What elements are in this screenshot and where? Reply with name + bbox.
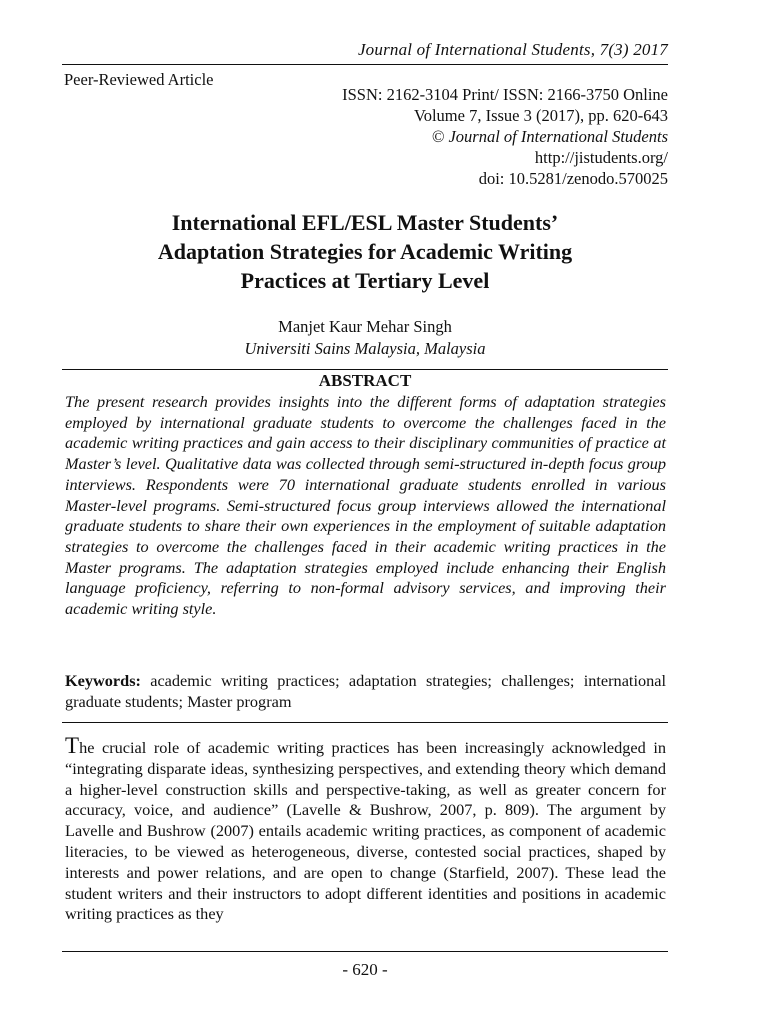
publication-meta bbox=[342, 84, 668, 189]
author-name: Manjet Kaur Mehar Singh bbox=[278, 317, 452, 336]
abstract-top-rule bbox=[62, 369, 668, 370]
copyright-line: © Journal of International Students bbox=[431, 127, 668, 146]
header-rule bbox=[62, 64, 668, 65]
article-title bbox=[62, 208, 668, 295]
running-head: Journal of International Students, 7(3) 2017 bbox=[357, 40, 668, 59]
keywords-list: academic writing practices; adaptation strategies; challenges; international graduate students; Master program bbox=[65, 671, 666, 711]
title-line-3: Practices at Tertiary Level bbox=[240, 268, 490, 293]
journal-url[interactable]: http://jistudents.org/ bbox=[534, 148, 668, 167]
abstract-text: The present research provides insights into the different forms of adaptation strategies employed by international graduate students to overcome the challenges faced in the academic writing practices and gain access to their disciplinary communities of practice at Master’s level. Qualitative data was collected through semi-structured in-depth focus group interviews. Respondents were 70 international graduate students enrolled in various Master-level programs. Semi-structured focus group interviews allowed the international graduate students to share their own experiences in the employment of suitable adaptation strategies to overcome the challenges faced in their academic writing practices in the Master programs. The adaptation strategies employed include enhancing their English language proficiency, referring to non-formal advisory services, and improving their academic writing style. bbox=[65, 392, 666, 619]
article-type-label: Peer-Reviewed Article bbox=[64, 70, 214, 89]
volume-line: Volume 7, Issue 3 (2017), pp. 620-643 bbox=[413, 106, 668, 125]
keywords-label: Keywords: bbox=[65, 671, 141, 690]
doi-line[interactable]: doi: 10.5281/zenodo.570025 bbox=[478, 169, 668, 188]
body-text: he crucial role of academic writing practices has been increasingly acknowledged in “integrating disparate ideas, synthesizing perspectives, and extending theory which demand a higher-level construction skills and perspective-taking, as well as greater concern for accuracy, voice, and audience” (Lavelle & Bushrow, 2007, p. 809). The argument by Lavelle and Bushrow (2007) entails academic writing practices, as component of academic literacies, to be viewed as heterogeneous, diverse, contested social practices, shaped by interests and power relations, and are open to change (Starfield, 2007). These lead the student writers and their instructors to adopt different identities and positions in academic writing practices as they bbox=[65, 738, 666, 924]
page-number: - 620 - bbox=[342, 960, 388, 979]
body-paragraph bbox=[65, 734, 666, 925]
drop-cap: T bbox=[65, 733, 80, 758]
keywords-bottom-rule bbox=[62, 722, 668, 723]
author-block bbox=[62, 316, 668, 360]
author-affiliation: Universiti Sains Malaysia, Malaysia bbox=[244, 339, 486, 358]
issn-line: ISSN: 2162-3104 Print/ ISSN: 2166-3750 Online bbox=[342, 85, 668, 104]
title-line-2: Adaptation Strategies for Academic Writing bbox=[157, 239, 573, 264]
title-line-1: International EFL/ESL Master Students’ bbox=[171, 210, 559, 235]
keywords-paragraph bbox=[65, 670, 666, 712]
abstract-heading: ABSTRACT bbox=[318, 371, 412, 390]
footer-rule bbox=[62, 951, 668, 952]
